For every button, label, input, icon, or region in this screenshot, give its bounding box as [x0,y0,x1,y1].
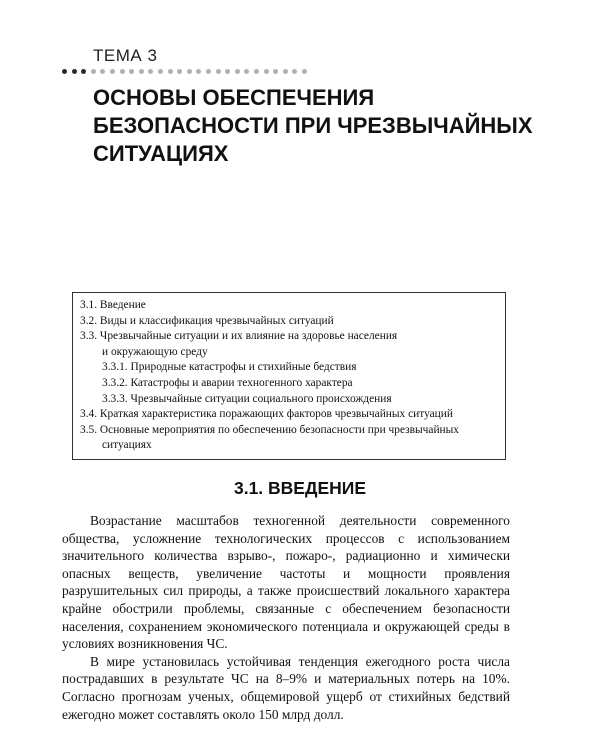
toc-item: 3.2. Виды и классификация чрезвычайных ситуаций [80,314,334,327]
decorative-dot [292,69,297,74]
topic-label: ТЕМА 3 [93,46,158,65]
toc-item: 3.5. Основные мероприятия по обеспечению безопасности при чрезвычайных [80,423,459,436]
chapter-title-line: ОСНОВЫ ОБЕСПЕЧЕНИЯ [93,85,375,110]
decorative-dot-row [62,69,322,79]
decorative-dot [235,69,240,74]
section-heading: 3.1. ВВЕДЕНИЕ [233,478,367,498]
decorative-dot [244,69,249,74]
paragraph: Возрастание масштабов техногенной деятельности современного общества, усложнение технологических процессов с использованием значительного количества взрыво-, пожаро-, радиационно и химически опасных веществ, увеличение частоты и мощности проявления разрушительных сил природы, а также происшествий локального характера крайне обострили проблемы, связанные с обеспечением безопасности населения, сохранением экономического потенциала и окружающей среды в условиях возникновения ЧС. [62,513,510,652]
toc-item-continuation: и окружающую среду [102,345,208,358]
chapter-title-line: БЕЗОПАСНОСТИ ПРИ ЧРЕЗВЫЧАЙНЫХ [93,113,533,138]
toc-item-continuation: ситуациях [102,439,152,452]
body-text [62,512,510,723]
toc-item: 3.1. Введение [80,299,146,311]
decorative-dot [196,69,201,74]
decorative-dot [110,69,115,74]
decorative-dot [168,69,173,74]
decorative-dot [91,69,96,74]
toc-item: 3.4. Краткая характеристика поражающих факторов чрезвычайных ситуаций [80,408,453,421]
decorative-dot [120,69,125,74]
chapter-title [93,84,533,168]
table-of-contents [72,292,506,460]
decorative-dot [139,69,144,74]
toc-subitem: 3.3.1. Природные катастрофы и стихийные бедствия [102,361,357,374]
toc-subitem: 3.3.3. Чрезвычайные ситуации социального происхождения [102,392,392,405]
decorative-dot [206,69,211,74]
decorative-dot [62,69,67,74]
decorative-dot [158,69,163,74]
decorative-dot [129,69,134,74]
decorative-dot [100,69,105,74]
decorative-dot [254,69,259,74]
toc-item: 3.3. Чрезвычайные ситуации и их влияние на здоровье населения [80,330,398,343]
decorative-dot [187,69,192,74]
decorative-dot [225,69,230,74]
toc-subitem: 3.3.2. Катастрофы и аварии техногенного характера [102,376,353,389]
decorative-dot [81,69,86,74]
decorative-dot [148,69,153,74]
decorative-dot [216,69,221,74]
decorative-dot [302,69,307,74]
decorative-dot [283,69,288,74]
chapter-title-line: СИТУАЦИЯХ [93,141,229,166]
decorative-dot [273,69,278,74]
decorative-dot [177,69,182,74]
paragraph: В мире установилась устойчивая тенденция ежегодного роста числа пострадавших в результате ЧС на 8–9% и материальных потерь на 10%. Согласно прогнозам ученых, общемировой ущерб от стихийных бедствий ежегодно может составлять около 150 млрд долл. [62,653,510,722]
decorative-dot [72,69,77,74]
decorative-dot [264,69,269,74]
